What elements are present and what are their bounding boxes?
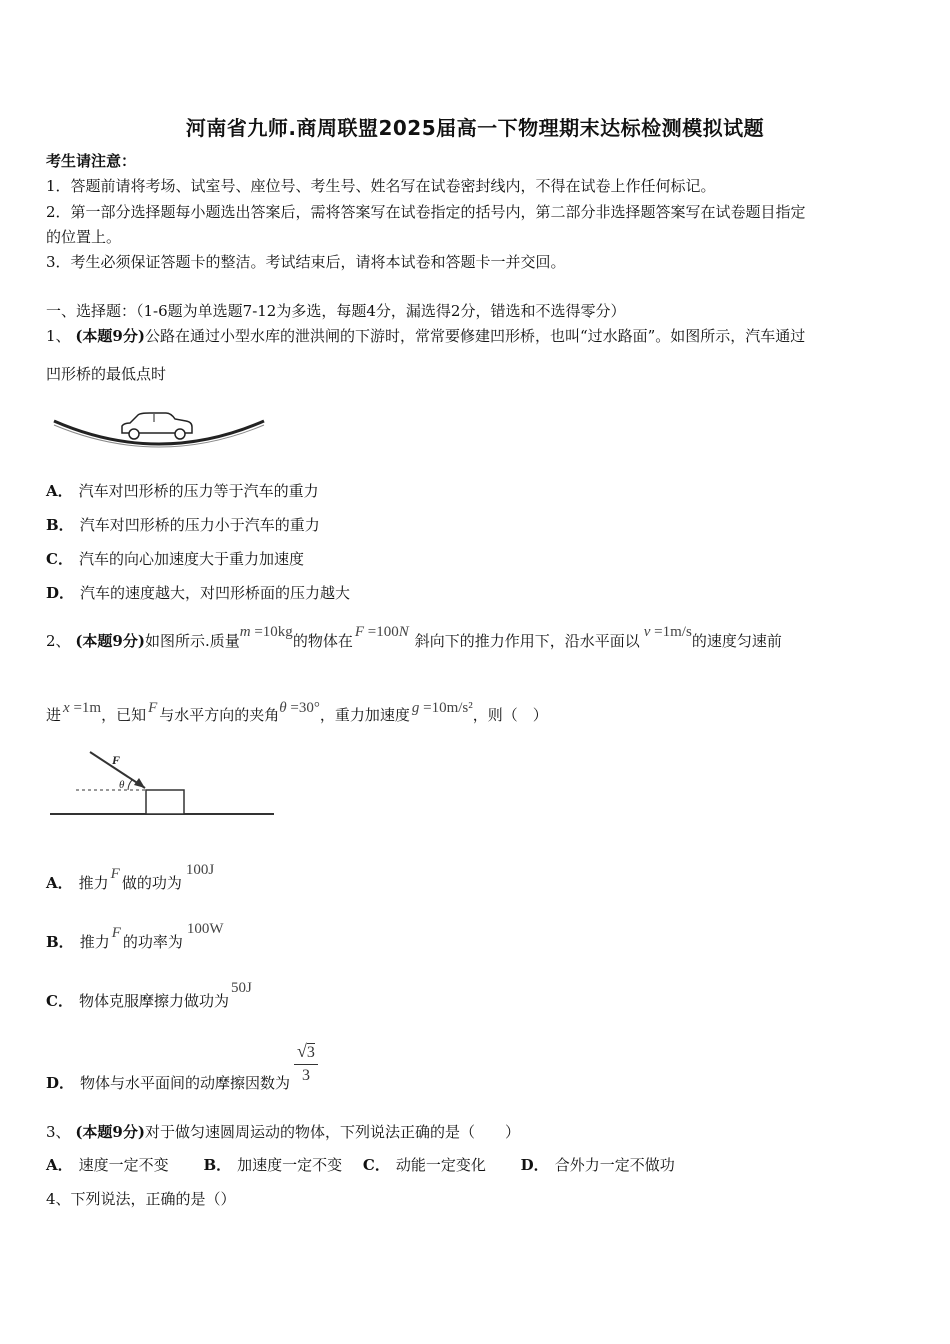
sqrt-symbol: √ — [297, 1041, 307, 1061]
q1-option-a-label: A． — [46, 482, 73, 500]
q3-option-d[interactable] — [521, 1156, 675, 1174]
q2-stem-part3: 斜向下的推力作用下，沿水平面以 — [414, 632, 640, 650]
q3-options-row — [46, 1154, 675, 1176]
q3-option-b[interactable] — [203, 1156, 342, 1174]
q1-option-b[interactable] — [46, 514, 320, 536]
q3-option-d-label: D． — [520, 1156, 549, 1174]
q3-stem: 对于做匀速圆周运动的物体，下列说法正确的是（ ） — [144, 1123, 520, 1141]
q1-option-d-text: 汽车的速度越大，对凹形桥面的压力越大 — [80, 584, 351, 602]
q3-option-c-label: C． — [362, 1156, 390, 1174]
q2-text-line1 — [46, 624, 782, 653]
q2-mass-var: m — [239, 624, 251, 640]
force-label: F — [112, 753, 121, 767]
q2-gravity-formula — [412, 700, 473, 716]
q2-stem-part2: 的物体在 — [292, 632, 353, 650]
q2-option-a-text: 推力 — [78, 874, 109, 892]
q3-option-a[interactable] — [46, 1156, 169, 1174]
q3-number: 3、 — [46, 1123, 71, 1141]
q3-option-b-label: B． — [203, 1156, 232, 1174]
q2-force-var: F — [354, 624, 364, 640]
q3-option-c[interactable] — [363, 1156, 486, 1174]
notice-item-2-cont: 的位置上。 — [46, 228, 122, 246]
q3-option-c-text: 动能一定变化 — [395, 1156, 486, 1174]
q3-option-a-text: 速度一定不变 — [78, 1156, 169, 1174]
q2-option-a-var-wrap — [111, 866, 120, 882]
q2-stem-part5: 进 — [46, 706, 62, 724]
q2-velocity-value: =1m/s — [654, 624, 692, 640]
q2-option-c-value: 50J — [230, 980, 252, 996]
section-header: 一、选择题：（1-6题为单选题7-12为多选，每题4分，漏选得2分，错选和不选得零分） — [46, 302, 626, 320]
q2-option-c[interactable] — [46, 980, 252, 1013]
q3-option-d-text: 合外力一定不做功 — [554, 1156, 675, 1174]
q2-option-a-var: F — [110, 866, 120, 882]
q2-gravity-value: =10m/s² — [423, 700, 473, 716]
q1-option-a-text: 汽车对凹形桥的压力等于汽车的重力 — [78, 482, 319, 500]
q2-text-line2 — [46, 700, 548, 727]
q1-option-c-text: 汽车的向心加速度大于重力加速度 — [78, 550, 304, 568]
angle-label: θ — [119, 779, 125, 791]
q2-option-d-text: 物体与水平面间的动摩擦因数为 — [80, 1073, 291, 1092]
q1-text-line2: 凹形桥的最低点时 — [46, 365, 167, 383]
q2-stem-part9: ，则（ ） — [472, 706, 548, 724]
q2-option-a[interactable] — [46, 862, 215, 895]
q1-option-c[interactable] — [46, 548, 304, 570]
q1-text-line1 — [46, 325, 805, 347]
pushed-block-figure — [46, 748, 276, 832]
q2-force-symbol — [148, 700, 157, 716]
q3-option-b-text: 加速度一定不变 — [237, 1156, 343, 1174]
q1-option-d-label: D． — [46, 584, 75, 602]
q2-number: 2、 — [46, 632, 71, 650]
q2-stem-part4: 的速度匀速前 — [691, 632, 782, 650]
concave-bridge-figure — [50, 405, 268, 455]
q1-option-b-label: B． — [46, 516, 74, 534]
notice-item-1: 1．答题前请将考场、试室号、座位号、考生号、姓名写在试卷密封线内，不得在试卷上作任何标记。 — [46, 177, 716, 195]
q2-option-d-label: D． — [46, 1073, 75, 1092]
force-arrowhead — [134, 778, 145, 788]
notice-item-2: 2．第一部分选择题每小题选出答案后，需将答案写在试卷指定的括号内，第二部分非选择题答案写在试卷题目指定 — [46, 203, 806, 221]
q2-velocity-formula — [644, 624, 692, 640]
q2-velocity-var: v — [643, 624, 651, 640]
notice-item-3: 3．考生必须保证答题卡的整洁。考试结束后，请将本试卷和答题卡一并交回。 — [46, 253, 566, 271]
q2-displacement-var: x — [63, 700, 70, 716]
q2-angle-value: =30° — [290, 700, 320, 716]
page-title: 河南省九师.商周联盟2025届高一下物理期末达标检测模拟试题 — [185, 116, 765, 140]
q1-stem: 公路在通过小型水库的泄洪闸的下游时，常常要修建凹形桥，也叫“过水路面”。如图所示，汽车通过 — [144, 327, 806, 345]
q2-stem-part1: 如图所示.质量 — [144, 632, 240, 650]
q2-mass-formula — [240, 624, 293, 640]
q2-force-unit: N — [398, 624, 409, 640]
q1-number: 1、 — [46, 327, 71, 345]
q2-stem-part8: ，重力加速度 — [319, 706, 410, 724]
q3-text — [46, 1121, 520, 1143]
q4-text: 4、下列说法，正确的是（） — [46, 1190, 236, 1208]
fraction-denominator: 3 — [301, 1067, 310, 1084]
q2-option-d-text-wrap — [46, 1074, 290, 1092]
q2-force-value: =100 — [367, 624, 399, 640]
q2-option-b-var-wrap — [112, 925, 121, 941]
q2-force-var-2: F — [148, 700, 158, 716]
sqrt3-over-3-fraction — [294, 1040, 318, 1087]
q2-option-b-text: 推力 — [79, 933, 110, 951]
q2-option-d[interactable] — [46, 1040, 318, 1092]
q1-option-c-label: C． — [46, 550, 73, 568]
q2-option-b[interactable] — [46, 921, 224, 954]
car-icon — [122, 413, 192, 439]
numerator-value: 3 — [306, 1044, 315, 1061]
q2-displacement-value: =1m — [73, 700, 102, 716]
q2-option-a-value: 100J — [185, 862, 215, 878]
q2-option-b-label: B． — [46, 933, 74, 951]
q2-displacement-formula — [63, 700, 101, 716]
q2-option-a-text2: 做的功为 — [121, 874, 182, 892]
fraction-numerator — [294, 1040, 318, 1065]
angle-arc — [128, 780, 132, 790]
q2-mass-value: =10kg — [254, 624, 293, 640]
block — [146, 790, 184, 814]
q2-option-c-label: C． — [46, 992, 73, 1010]
q2-angle-formula — [279, 700, 320, 716]
q1-option-d[interactable] — [46, 582, 350, 604]
q2-stem-part7: 与水平方向的夹角 — [159, 706, 280, 724]
q2-force-formula — [355, 624, 409, 640]
q2-score: (本题9分) — [75, 632, 145, 650]
q1-option-b-text: 汽车对凹形桥的压力小于汽车的重力 — [79, 516, 320, 534]
q2-option-c-text: 物体克服摩擦力做功为 — [78, 992, 229, 1010]
q2-angle-var: θ — [279, 700, 287, 716]
notice-heading: 考生请注意： — [46, 152, 137, 170]
q3-score: (本题9分) — [75, 1123, 145, 1141]
q2-gravity-var: g — [411, 700, 420, 716]
q2-option-a-label: A． — [46, 874, 73, 892]
q1-option-a[interactable] — [46, 480, 319, 502]
q2-option-b-text2: 的功率为 — [122, 933, 183, 951]
q2-stem-part6: ，已知 — [101, 706, 147, 724]
q1-score: (本题9分) — [75, 327, 145, 345]
q3-option-a-label: A． — [46, 1156, 73, 1174]
q2-option-b-var: F — [111, 925, 121, 941]
q2-option-b-value: 100W — [186, 921, 224, 937]
